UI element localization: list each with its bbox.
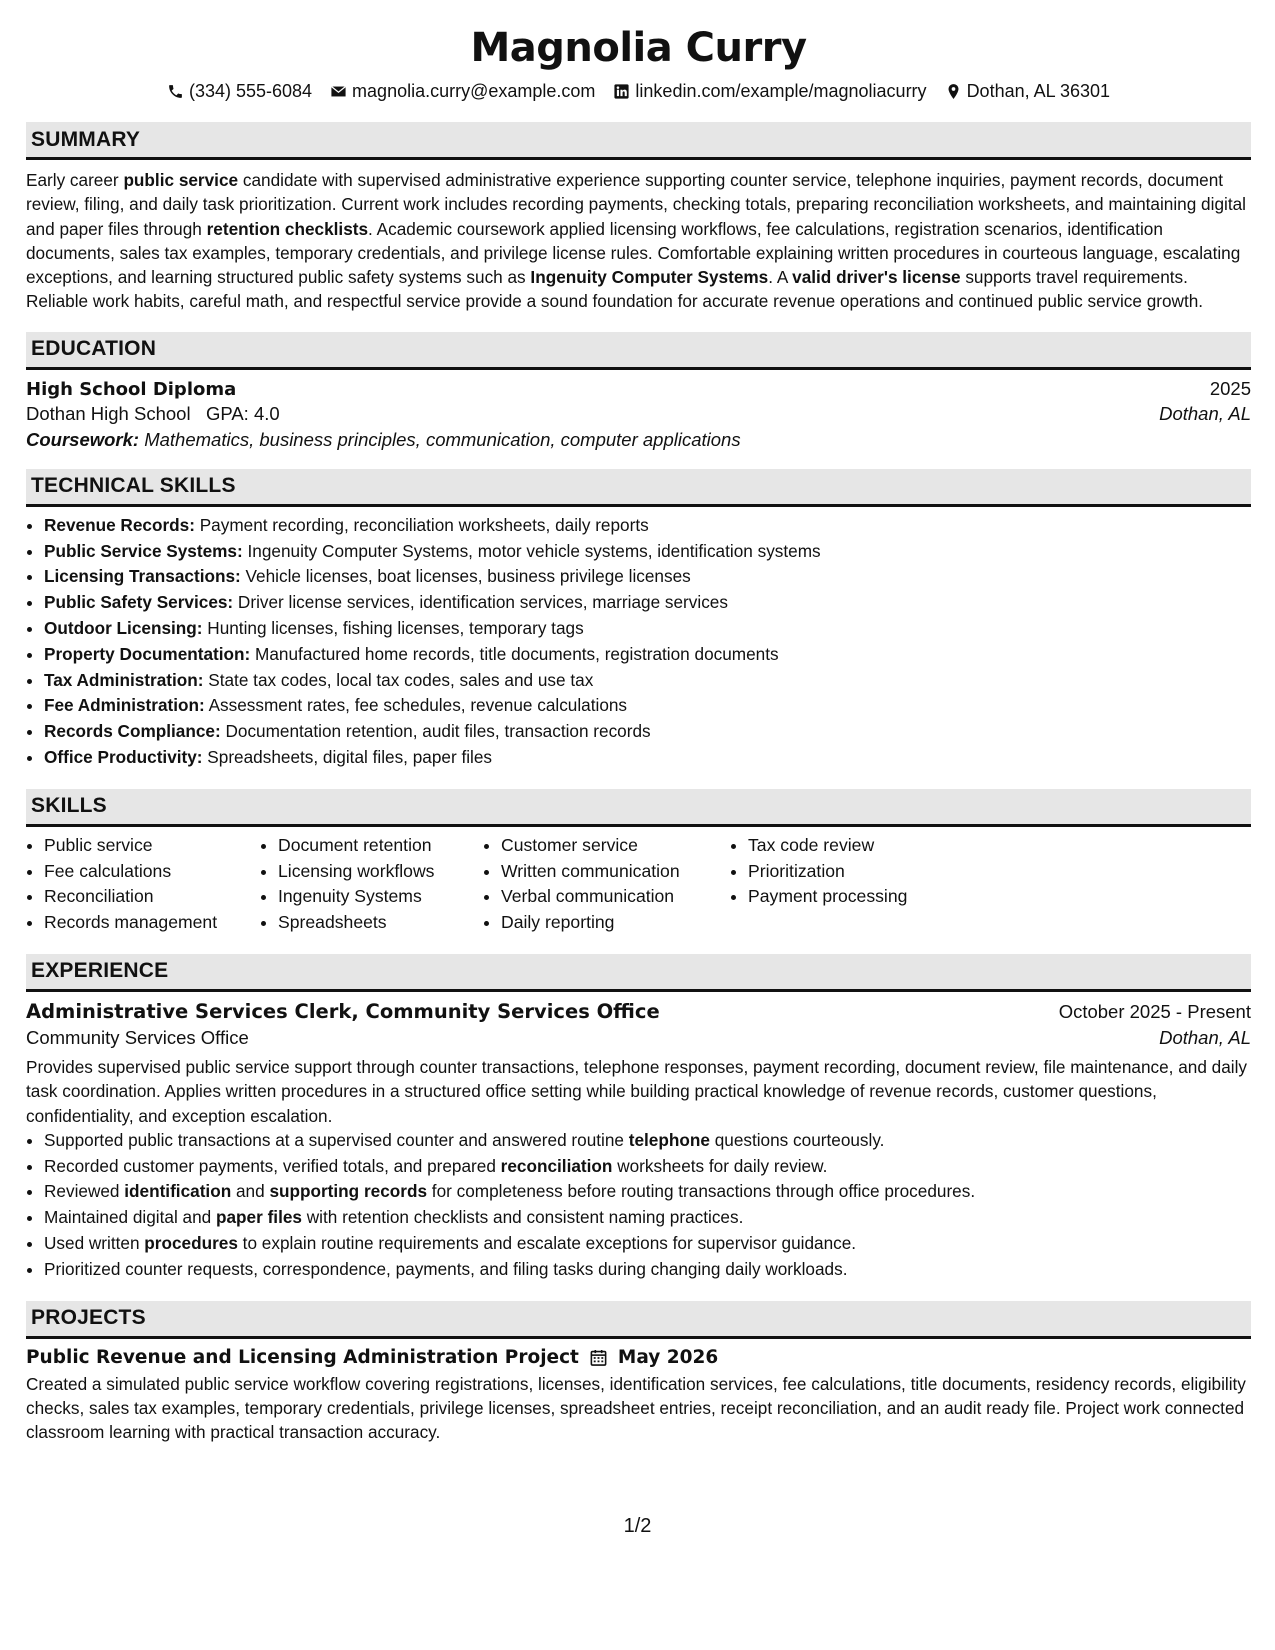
text-segment: questions courteously.	[709, 1129, 885, 1150]
technical-skill-item	[44, 693, 1251, 719]
coursework-text: Mathematics, business principles, communication, computer applications	[144, 428, 741, 450]
emphasis-text: identification	[124, 1181, 232, 1202]
phone-text: (334) 555-6084	[188, 81, 313, 101]
emphasis-text: public service	[123, 170, 239, 190]
skills-section	[26, 789, 1251, 936]
technical-skill-item	[44, 539, 1251, 565]
skill-category: Fee Administration:	[44, 695, 205, 716]
text-segment: worksheets for daily review.	[612, 1155, 828, 1176]
skill-item: • Verbal communication	[501, 884, 730, 910]
section-title: EDUCATION	[31, 337, 157, 361]
skill-detail: Ingenuity Computer Systems, motor vehicle systems, identification systems	[242, 540, 821, 561]
skill-item: • Spreadsheets	[278, 910, 483, 936]
emphasis-text: Ingenuity Computer Systems	[530, 267, 769, 288]
emphasis-text: paper files	[216, 1207, 302, 1228]
phone-icon	[167, 83, 184, 100]
text-segment: . Academic coursework applied licensing workflows, fee calculations, registration scenarios, identification documents, sales tax examples, temporary credentials, and privilege license rules. Comfortable explaining written procedures in courteous language, escalating exceptions, and learning structured public safety systems such as	[26, 218, 1241, 288]
technical-skills-section	[26, 469, 1251, 771]
skill-detail: State tax codes, local tax codes, sales and use tax	[203, 669, 594, 690]
skill-item: • Ingenuity Systems	[278, 884, 483, 910]
job-bullets	[26, 1128, 1251, 1283]
coursework-line	[26, 429, 1251, 451]
text-segment: Supported public transactions at a supervised counter and answered routine	[44, 1129, 629, 1150]
technical-skill-item	[44, 590, 1251, 616]
school-line	[26, 403, 280, 425]
skill-item: • Public service	[44, 833, 260, 859]
skill-item: • Customer service	[501, 833, 730, 859]
skills-grid	[26, 833, 1251, 936]
job-bullet	[44, 1257, 1251, 1283]
job-bullet	[44, 1205, 1251, 1231]
calendar-icon	[589, 1348, 608, 1367]
linkedin-text[interactable]: linkedin.com/example/magnoliacurry	[635, 81, 927, 101]
section-header	[26, 789, 1251, 827]
skill-item: • Licensing workflows	[278, 859, 483, 885]
technical-skill-item	[44, 719, 1251, 745]
resume-page	[26, 0, 1251, 1445]
technical-skill-item	[44, 616, 1251, 642]
section-header	[26, 954, 1251, 992]
page-number: 1/2	[623, 1515, 652, 1537]
project-title-row	[26, 1347, 1251, 1368]
skill-category: Outdoor Licensing:	[44, 617, 203, 638]
email-text[interactable]: magnolia.curry@example.com	[352, 81, 596, 101]
skill-category: Public Safety Services:	[44, 592, 234, 613]
contact-linkedin[interactable]	[613, 78, 926, 104]
technical-skill-item	[44, 642, 1251, 668]
emphasis-text: telephone	[628, 1129, 710, 1150]
skills-column	[730, 833, 948, 936]
job-location: Dothan, AL	[1159, 1026, 1251, 1048]
envelope-icon	[330, 83, 347, 100]
emphasis-text: valid driver's license	[792, 267, 961, 288]
skill-category: Licensing Transactions:	[44, 566, 241, 587]
technical-skill-item	[44, 745, 1251, 771]
emphasis-text: reconciliation	[500, 1155, 613, 1176]
section-header	[26, 122, 1251, 160]
section-title: EXPERIENCE	[31, 959, 169, 983]
technical-skill-item	[44, 564, 1251, 590]
experience-section	[26, 954, 1251, 1283]
education-section	[26, 332, 1251, 451]
gpa: GPA: 4.0	[205, 402, 280, 424]
section-title: TECHNICAL SKILLS	[31, 474, 236, 498]
text-segment: Reviewed	[44, 1181, 125, 1202]
emphasis-text: retention checklists	[206, 218, 369, 239]
project-date: May 2026	[617, 1346, 719, 1368]
skill-detail: Documentation retention, audit files, transaction records	[220, 721, 651, 742]
text-segment: Maintained digital and	[44, 1207, 216, 1228]
emphasis-text: procedures	[144, 1233, 238, 1254]
skill-detail: Driver license services, identification services, marriage services	[233, 592, 728, 613]
skill-category: Public Service Systems:	[44, 540, 243, 561]
contact-bar	[26, 78, 1251, 104]
text-segment: Recorded customer payments, verified totals, and prepared	[44, 1155, 501, 1176]
job-description: Provides supervised public service support through counter transactions, telephone responses, payment recording, document review, file maintenance, and daily task coordination. Applies written procedures in a structured office setting while building practical knowledge of revenue records, customer questions, confidentiality, and exception escalation.	[26, 1056, 1247, 1126]
skill-item: • Document retention	[278, 833, 483, 859]
graduation-year: 2025	[1209, 377, 1251, 399]
coursework-label: Coursework:	[26, 428, 140, 450]
skill-category: Tax Administration:	[44, 669, 204, 690]
skill-item: • Fee calculations	[44, 859, 260, 885]
text-segment: Used written	[44, 1233, 145, 1254]
linkedin-icon	[613, 83, 630, 100]
text-segment: for completeness before routing transactions through office procedures.	[427, 1181, 976, 1202]
skills-column	[260, 833, 483, 936]
contact-location	[945, 78, 1110, 104]
text-segment: Prioritized counter requests, correspondence, payments, and filing tasks during changing daily workloads.	[44, 1258, 848, 1279]
skill-detail: Payment recording, reconciliation worksheets, daily reports	[194, 514, 649, 535]
section-title: SKILLS	[31, 794, 107, 818]
section-header	[26, 469, 1251, 507]
map-pin-icon	[945, 83, 962, 100]
skill-item: • Prioritization	[748, 859, 948, 885]
skill-item: • Written communication	[501, 859, 730, 885]
text-segment: to explain routine requirements and escalate exceptions for supervisor guidance.	[237, 1233, 857, 1254]
job-row-2	[26, 1027, 1251, 1049]
section-header	[26, 332, 1251, 370]
skill-item: • Tax code review	[748, 833, 948, 859]
emphasis-text: supporting records	[269, 1181, 428, 1202]
text-segment: and	[231, 1181, 270, 1202]
project-title: Public Revenue and Licensing Administration Project	[26, 1346, 579, 1368]
degree-title: High School Diploma	[26, 378, 237, 400]
contact-phone	[167, 78, 312, 104]
job-dates: October 2025 - Present	[1058, 1000, 1251, 1022]
skill-category: Records Compliance:	[44, 721, 221, 742]
skill-detail: Vehicle licenses, boat licenses, business privilege licenses	[240, 566, 691, 587]
candidate-name: Magnolia Curry	[470, 25, 807, 71]
skill-item: • Payment processing	[748, 884, 948, 910]
text-segment: . A	[768, 267, 793, 288]
location-text: Dothan, AL 36301	[966, 81, 1111, 101]
project-description: Created a simulated public service workflow covering registrations, licenses, identification services, fee calculations, title documents, residency records, eligibility checks, sales tax examples, temporary credentials, privilege licenses, spreadsheet entries, receipt reconciliation, and an audit ready file. Project work connected classroom learning with practical transaction accuracy.	[26, 1373, 1246, 1443]
skill-category: Office Productivity:	[44, 746, 203, 767]
summary-text	[26, 168, 1251, 314]
job-bullet	[44, 1179, 1251, 1205]
skill-detail: Spreadsheets, digital files, paper files	[202, 746, 493, 767]
job-bullet	[44, 1154, 1251, 1180]
text-segment: candidate with supervised administrative experience supporting counter service, telephone inquiries, payment records, document review, filing, and daily task prioritization. Current work includes recording payments, checking totals, preparing reconciliation worksheets, and maintaining digital and paper files through	[26, 170, 1246, 239]
skill-item: • Reconciliation	[44, 884, 260, 910]
text-segment: Early career	[26, 170, 124, 190]
school-name: Dothan High School	[26, 402, 191, 424]
education-row-1	[26, 378, 1251, 400]
contact-email[interactable]	[330, 78, 595, 104]
summary-section	[26, 122, 1251, 314]
job-bullet	[44, 1231, 1251, 1257]
section-title: PROJECTS	[31, 1306, 146, 1330]
job-org: Community Services Office	[26, 1026, 249, 1048]
skill-item: • Records management	[44, 910, 260, 936]
job-title: Administrative Services Clerk, Community Services Office	[26, 999, 660, 1023]
projects-section	[26, 1301, 1251, 1445]
text-segment: with retention checklists and consistent naming practices.	[301, 1207, 744, 1228]
technical-skills-list	[26, 513, 1251, 771]
job-bullet	[44, 1128, 1251, 1154]
technical-skill-item	[44, 513, 1251, 539]
section-title: SUMMARY	[31, 127, 141, 151]
skill-item: • Daily reporting	[501, 910, 730, 936]
skill-detail: Manufactured home records, title documents, registration documents	[250, 643, 779, 664]
skill-detail: Hunting licenses, fishing licenses, temporary tags	[202, 617, 584, 638]
skills-column	[26, 833, 260, 936]
skill-category: Revenue Records:	[44, 514, 195, 535]
technical-skill-item	[44, 668, 1251, 694]
section-header	[26, 1301, 1251, 1339]
skill-detail: Assessment rates, fee schedules, revenue calculations	[204, 695, 628, 716]
skills-column	[483, 833, 730, 936]
text-segment: supports travel requirements. Reliable work habits, careful math, and respectful service provide a sound foundation for accurate revenue operations and continued public service growth.	[26, 267, 1204, 312]
education-row-2	[26, 403, 1251, 425]
skill-category: Property Documentation:	[44, 643, 251, 664]
school-location: Dothan, AL	[1159, 402, 1251, 424]
job-row-1	[26, 1000, 1251, 1023]
